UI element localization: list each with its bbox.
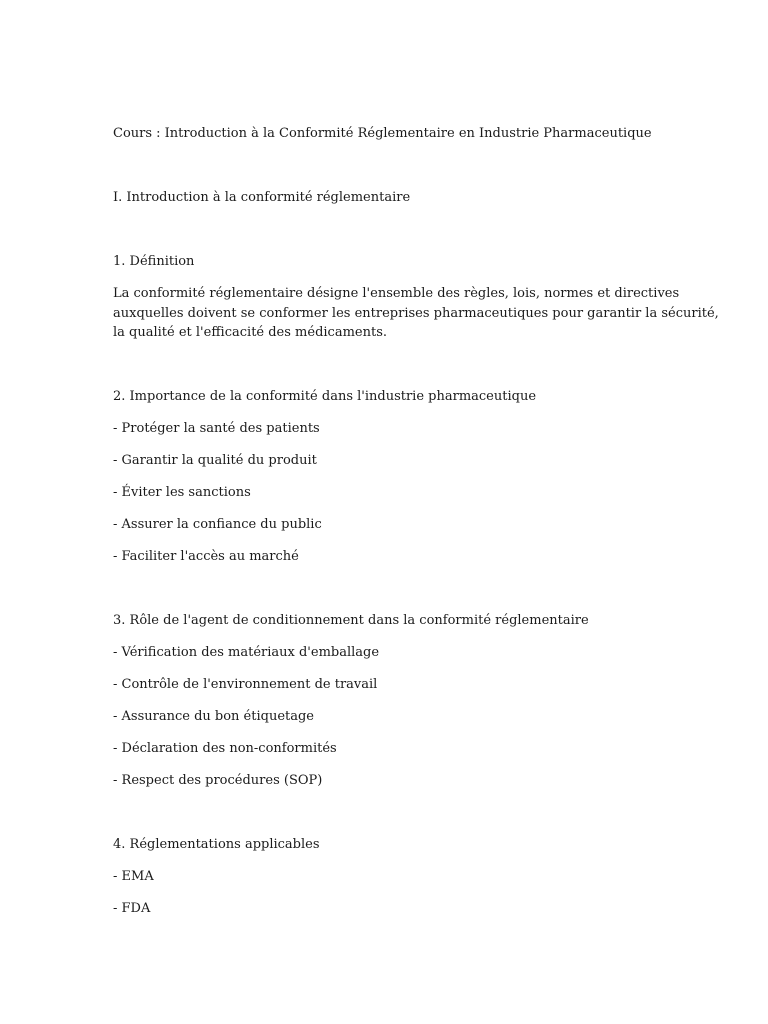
list-item: - Vérification des matériaux d'emballage: [113, 645, 380, 660]
list-item: - EMA: [113, 869, 154, 884]
subsection-heading-definition: 1. Définition: [113, 254, 195, 269]
list-item: - FDA: [113, 901, 151, 916]
definition-paragraph: [113, 284, 719, 343]
list-item: - Assurance du bon étiquetage: [113, 709, 315, 724]
subsection-heading-regulations: 4. Réglementations applicables: [113, 837, 320, 852]
paragraph-line: auxquelles doivent se conformer les entreprises pharmaceutiques pour garantir la sécurité,: [113, 305, 719, 321]
list-item: - Éviter les sanctions: [113, 485, 251, 500]
list-item: - Protéger la santé des patients: [113, 421, 320, 436]
list-item: - Assurer la confiance du public: [113, 517, 322, 532]
document-title: Cours : Introduction à la Conformité Réglementaire en Industrie Pharmaceutique: [113, 126, 652, 141]
list-item: - Garantir la qualité du produit: [113, 453, 317, 468]
list-item: - Faciliter l'accès au marché: [113, 549, 299, 564]
list-item: - Contrôle de l'environnement de travail: [113, 677, 378, 692]
list-item: - Respect des procédures (SOP): [113, 773, 323, 788]
paragraph-line: la qualité et l'efficacité des médicaments.: [113, 325, 388, 340]
list-item: - Déclaration des non-conformités: [113, 741, 337, 756]
subsection-heading-importance: 2. Importance de la conformité dans l'industrie pharmaceutique: [113, 389, 537, 404]
paragraph-line: La conformité réglementaire désigne l'ensemble des règles, lois, normes et directives: [113, 286, 680, 301]
section-heading: I. Introduction à la conformité réglementaire: [113, 190, 411, 205]
subsection-heading-role: 3. Rôle de l'agent de conditionnement dans la conformité réglementaire: [113, 613, 589, 628]
